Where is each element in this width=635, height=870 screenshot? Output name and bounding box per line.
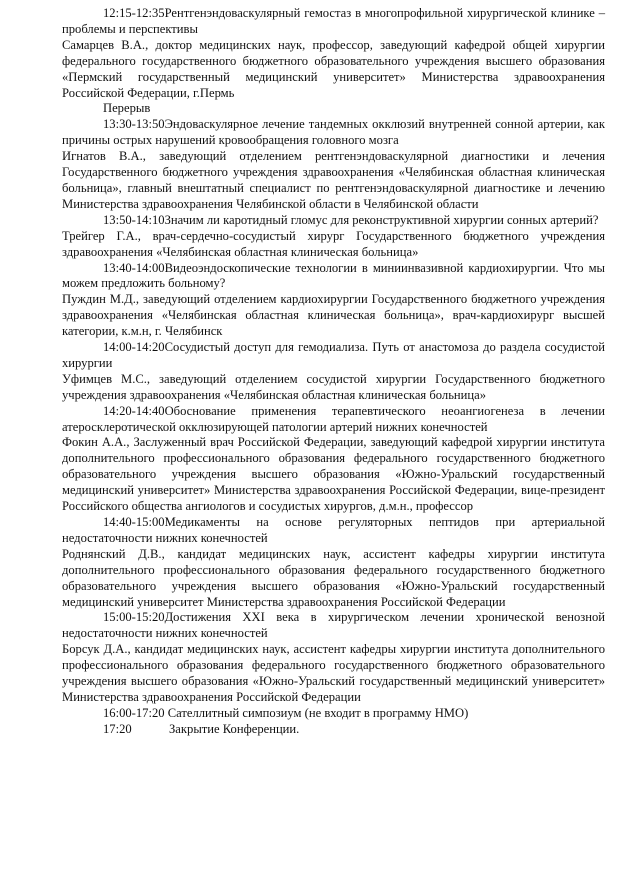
session-title: 13:50-14:10Значим ли каротидный гломус для реконструктивной хирургии сонных артерий? [103, 212, 599, 227]
session-speaker: Фокин А.А., Заслуженный врач Российской Федерации, заведующий кафедрой хирургии института дополнительного профессионального образования федерального государственного бюджетного образовательного учреждения высшего образования «Южно-Уральский государственный медицинский университет» Министерства здравоохранения Российской Федерации, вице-президент Российского общества ангиологов и сосудистых хирургов, д.м.н., профессор [62, 435, 605, 514]
session-speaker: Игнатов В.А., заведующий отделением рентгенэндоваскулярной диагностики и лечения Государственного бюджетного учреждения здравоохранения «Челябинская областная клиническая больница», главный внештатный специалист по рентгенэндоваскулярной диагностике и лечению Министерства здравоохранения Челябинской области в Челябинской области [62, 149, 605, 211]
satellite-symposium: 16:00-17:20 Сателлитный симпозиум (не входит в программу НМО) [103, 705, 469, 720]
session-title: 14:40-15:00Медикаменты на основе регуляторных пептидов при артериальной недостаточности нижних конечностей [62, 515, 605, 545]
closing-line [62, 722, 605, 738]
session-title: 13:30-13:50Эндоваскулярное лечение тандемных окклюзий внутренней сонной артерии, как причины острых нарушений кровообращения головного мозга [62, 117, 605, 148]
session-title: 14:20-14:40Обоснование применения терапевтического неоангиогенеза в лечении атеросклеротической окклюзирующей патологии артерий нижних конечностей [62, 403, 605, 434]
session-speaker: Уфимцев М.С., заведующий отделением сосудистой хирургии Государственного бюджетного учреждения здравоохранения «Челябинская областная клиническая больница» [62, 371, 605, 402]
session-title: 13:40-14:00Видеоэндоскопические технологии в миниинвазивной кардиохирургии. Что мы можем предложить больному? [62, 260, 605, 291]
closing-label: Закрытие Конференции. [169, 721, 300, 736]
closing-time: 17:20 [103, 721, 132, 736]
session-speaker: Борсук Д.А., кандидат медицинских наук, ассистент кафедры хирургии института дополнительного профессионального образования федерального государственного бюджетного образовательного учреждения высшего образования «Южно-Уральский государственный медицинский университет» Министерства здравоохранения Российской Федерации [62, 642, 605, 704]
session-speaker: Самарцев В.А., доктор медицинских наук, профессор, заведующий кафедрой общей хирургии федерального государственного бюджетного образовательного учреждения высшего образования «Пермский государственный медицинский университет» Министерства здравоохранения Российской Федерации, г.Пермь [62, 37, 605, 100]
session-title: 12:15-12:35Рентгенэндоваскулярный гемостаз в многопрофильной хирургической клинике – проблемы и перспективы [62, 6, 605, 36]
session-title: 15:00-15:20Достижения XXI века в хирургическом лечении хронической венозной недостаточности нижних конечностей [62, 610, 605, 641]
session-title: 14:00-14:20Сосудистый доступ для гемодиализа. Путь от анастомоза до раздела сосудистой хирургии [62, 340, 605, 370]
break-label: Перерыв [103, 101, 151, 116]
session-speaker: Трейгер Г.А., врач-сердечно-сосудистый хирург Государственного бюджетного учреждения здравоохранения «Челябинская областная клиническая больница» [62, 228, 605, 259]
session-speaker: Пуждин М.Д., заведующий отделением кардиохирургии Государственного бюджетного учреждения здравоохранения «Челябинская областная клиническая больница», врач-кардиохирург высшей категории, к.м.н, г. Челябинск [62, 292, 605, 339]
session-speaker: Роднянский Д.В., кандидат медицинских наук, ассистент кафедры хирургии института дополнительного профессионального образования федерального государственного бюджетного образовательного учреждения высшего образования «Южно-Уральский государственный медицинский университет Министерства здравоохранения Российской Федерации [62, 546, 605, 609]
